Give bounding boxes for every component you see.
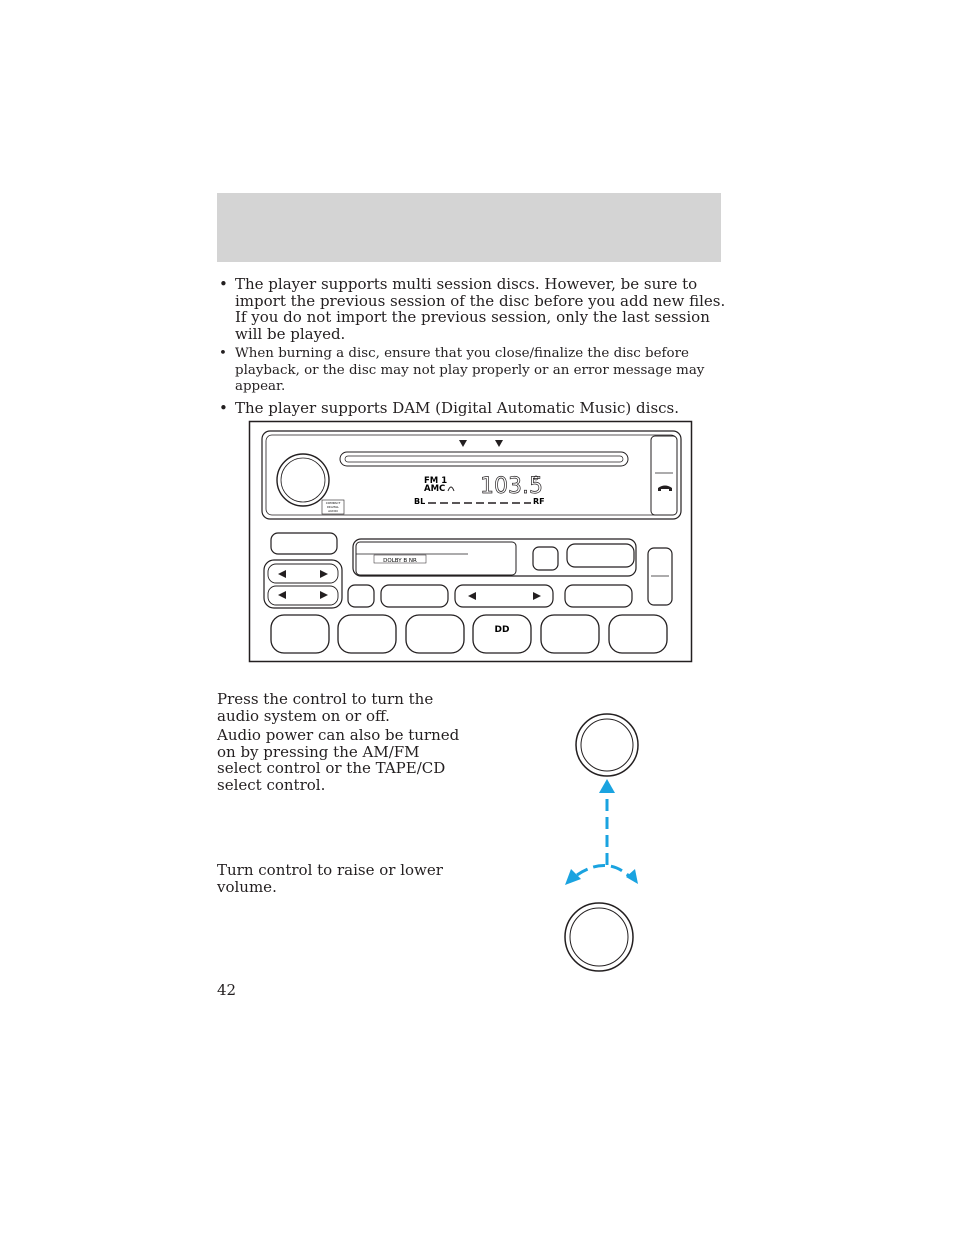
preset-button — [271, 615, 329, 653]
top-left-button — [271, 533, 337, 554]
volume-knob — [277, 454, 329, 506]
compact-disc-logo — [322, 500, 344, 514]
small-round-button — [348, 585, 374, 607]
right-middle-button — [565, 585, 632, 607]
frequency-display: 103.5 — [480, 474, 543, 499]
volume-instruction: Turn control to raise or lower volume. — [217, 861, 443, 896]
power-instruction: Press the control to turn the audio system on or off. — [217, 690, 434, 725]
power-instruction-secondary: Audio power can also be turned on by pressing the AM/FM select control or the TAPE/CD select control. — [217, 726, 460, 794]
arrow-left-down-icon — [565, 869, 581, 885]
bullet-item: • The player supports DAM (Digital Automatic Music) discs. — [219, 398, 680, 417]
arrow-up-icon — [599, 779, 615, 793]
seek-rocker — [268, 586, 338, 605]
svg-text:DIGITAL: DIGITAL — [327, 505, 339, 509]
amc-indicator: AMC — [424, 484, 446, 494]
small-square-button — [533, 547, 558, 570]
arrow-right-down-icon — [626, 869, 638, 884]
radio-faceplate-diagram — [248, 420, 694, 664]
band-indicator: FM 1 — [424, 476, 448, 486]
bullet-list — [217, 276, 727, 420]
preset-button — [541, 615, 599, 653]
svg-text:COMPACT: COMPACT — [325, 501, 341, 505]
preset-button — [406, 615, 464, 653]
balance-right-label: RF — [533, 497, 545, 506]
preset-button — [609, 615, 667, 653]
power-volume-knob-diagram — [555, 705, 655, 980]
bullet-symbol: • — [219, 398, 228, 417]
middle-button — [381, 585, 448, 607]
preset-button — [338, 615, 396, 653]
bullet-item: • The player supports multi session discs. However, be sure to import the previous session of the disc before you add new files. If you do not import the previous session, only the last session will be played. — [219, 275, 726, 343]
dolby-icon: DD — [494, 625, 510, 635]
rotate-arrow-arc — [577, 865, 630, 877]
section-header-band — [217, 193, 721, 262]
bullet-symbol: • — [219, 275, 228, 293]
wide-button — [567, 544, 634, 567]
bullet-symbol: • — [219, 346, 227, 361]
balance-left-label: BL — [414, 497, 426, 506]
svg-text:DOLBY B NR: DOLBY B NR — [383, 558, 417, 564]
svg-text:AUDIO: AUDIO — [328, 509, 338, 513]
bullet-item: • When burning a disc, ensure that you close/finalize the disc before playback, or the disc may not play properly or an error message may appear. — [219, 346, 705, 394]
rocker-switch — [648, 548, 672, 605]
tune-rocker — [268, 564, 338, 583]
page-number: 42 — [217, 981, 237, 999]
